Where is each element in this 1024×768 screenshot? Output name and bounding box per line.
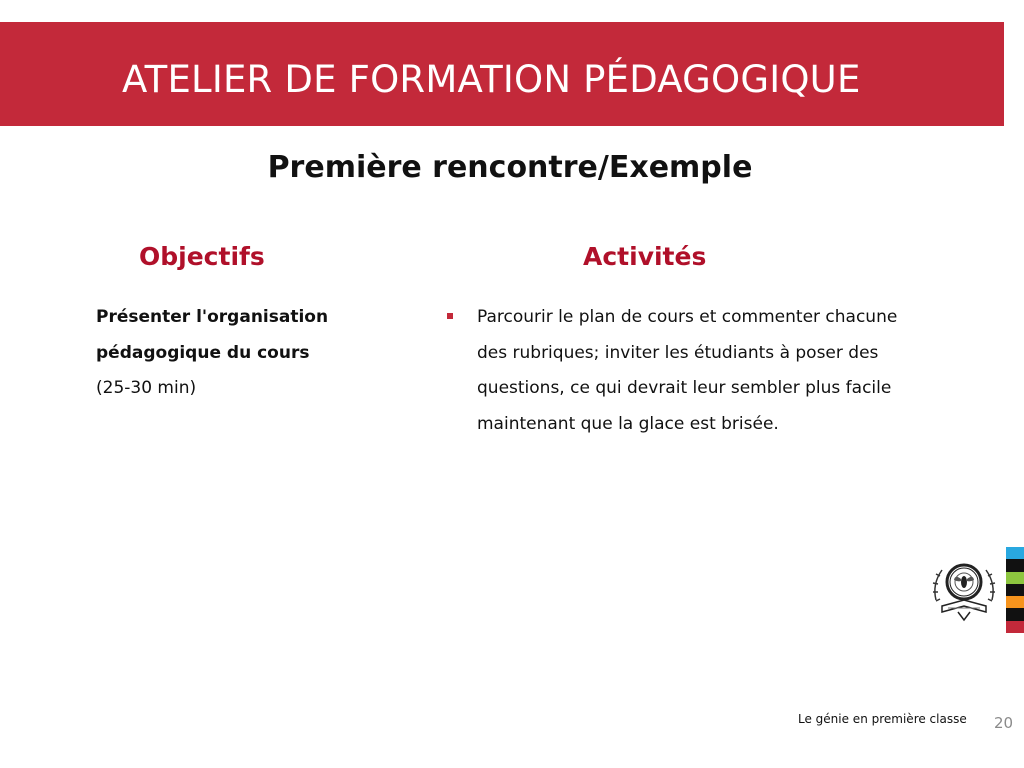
school-seal-icon (928, 554, 1000, 624)
stripe (1006, 547, 1024, 559)
activity-item (447, 300, 917, 442)
objective-line-2: pédagogique du cours (96, 342, 310, 363)
slide-title: ATELIER DE FORMATION PÉDAGOGIQUE (122, 58, 861, 101)
stripe (1006, 559, 1024, 571)
footer-tagline: Le génie en première classe (798, 712, 967, 726)
stripe (1006, 596, 1024, 608)
activities-list (447, 300, 917, 442)
objectives-heading: Objectifs (139, 242, 265, 271)
square-bullet-icon (447, 313, 453, 319)
stripe (1006, 621, 1024, 633)
color-stripes (1006, 547, 1024, 633)
objectives-body (96, 300, 416, 407)
objective-line-1: Présenter l'organisation (96, 307, 329, 327)
activities-heading: Activités (583, 242, 707, 271)
stripe (1006, 572, 1024, 584)
slide-subtitle: Première rencontre/Exemple (267, 150, 753, 185)
activity-text: Parcourir le plan de cours et commenter chacune des rubriques; inviter les étudiants à poser des questions, ce qui devrait leur sembler plus facile maintenant que la glace est brisée. (477, 307, 898, 434)
page-number: 20 (994, 714, 1014, 732)
stripe (1006, 608, 1024, 620)
stripe (1006, 584, 1024, 596)
objective-duration: (25-30 min) (96, 378, 197, 398)
